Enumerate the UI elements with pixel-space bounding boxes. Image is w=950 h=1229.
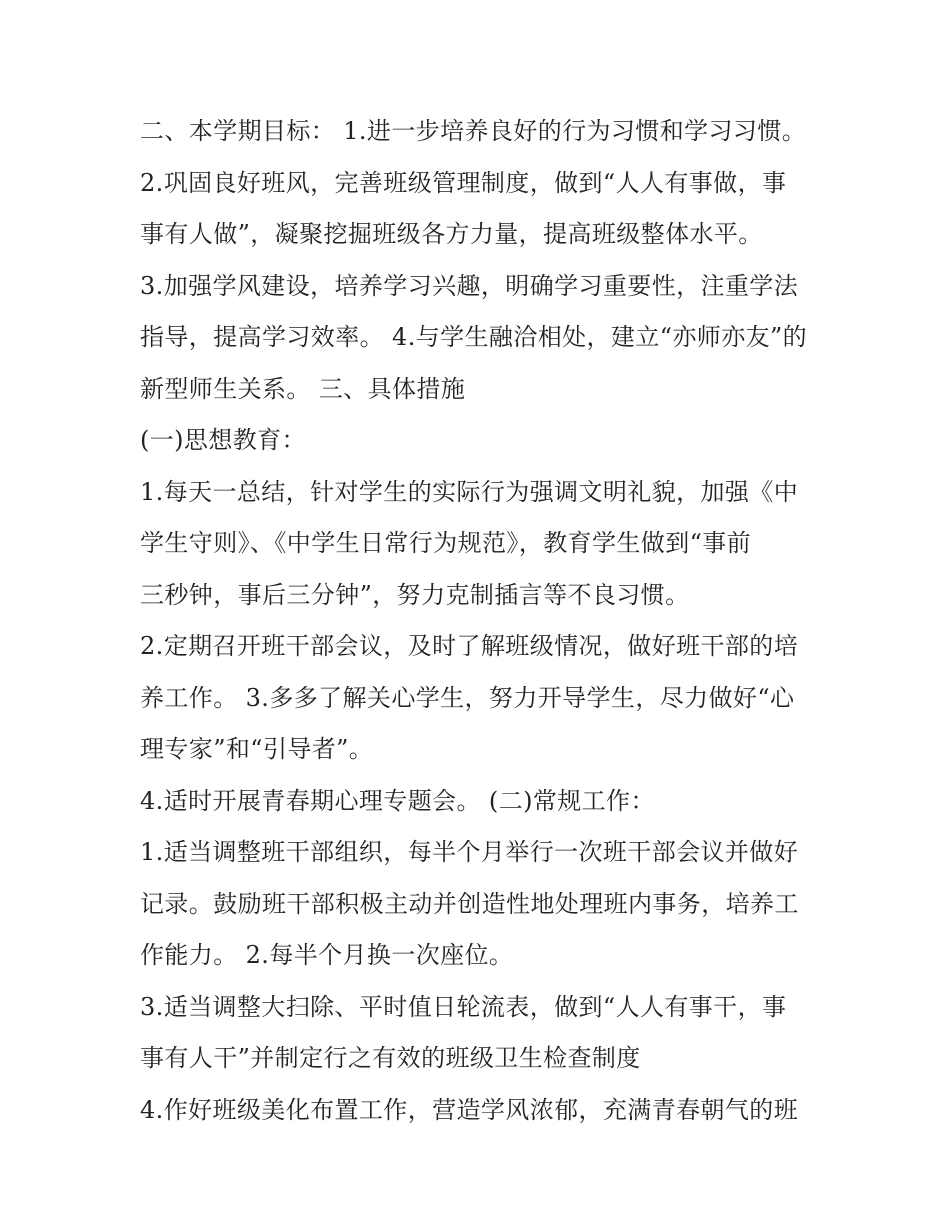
text-line: 记录。鼓励班干部积极主动并创造性地处理班内事务，培养工 [140,889,799,918]
text-line: 事有人干”并制定行之有效的班级卫生检查制度 [140,1044,641,1072]
text-line: 三秒钟，事后三分钟”，努力克制插言等不良习惯。 [140,580,690,609]
text-line: 1.每天一总结，针对学生的实际行为强调文明礼貌，加强《中 [140,477,799,506]
text-line: 3.加强学风建设，培养学习兴趣，明确学习重要性，注重学法 [140,271,799,300]
text-line: 2.定期召开班干部会议，及时了解班级情况，做好班干部的培 [140,632,799,660]
text-line: 新型师生关系。 三、具体措施 [140,374,466,403]
text-line: 4.作好班级美化布置工作，营造学风浓郁，充满青春朝气的班 [140,1095,799,1124]
text-line: (一)思想教育： [140,426,306,454]
text-line: 1.适当调整班干部组织，每半个月举行一次班干部会议并做好 [140,838,799,866]
text-line: 作能力。 2.每半个月换一次座位。 [140,941,514,969]
text-line: 4.适时开展青春期心理专题会。 (二)常规工作： [140,786,655,815]
document-body [140,106,820,1136]
text-line: 事有人做”，凝聚挖掘班级各方力量，提高班级整体水平。 [140,220,763,248]
text-line: 养工作。 3.多多了解关心学生，努力开导学生，尽力做好“心 [140,683,795,712]
text-line: 理专家”和“引导者”。 [140,735,374,763]
text-line: 2.巩固良好班风，完善班级管理制度，做到“人人有事做，事 [140,168,787,197]
text-line: 指导，提高学习效率。 4.与学生融洽相处，建立“亦师亦友”的 [140,323,808,351]
text-line: 3.适当调整大扫除、平时值日轮流表，做到“人人有事干，事 [140,992,787,1021]
text-line: 二、本学期目标： 1.进一步培养良好的行为习惯和学习习惯。 [140,117,807,145]
text-line: 学生守则》、《中学生日常行为规范》，教育学生做到“事前 [140,529,752,557]
